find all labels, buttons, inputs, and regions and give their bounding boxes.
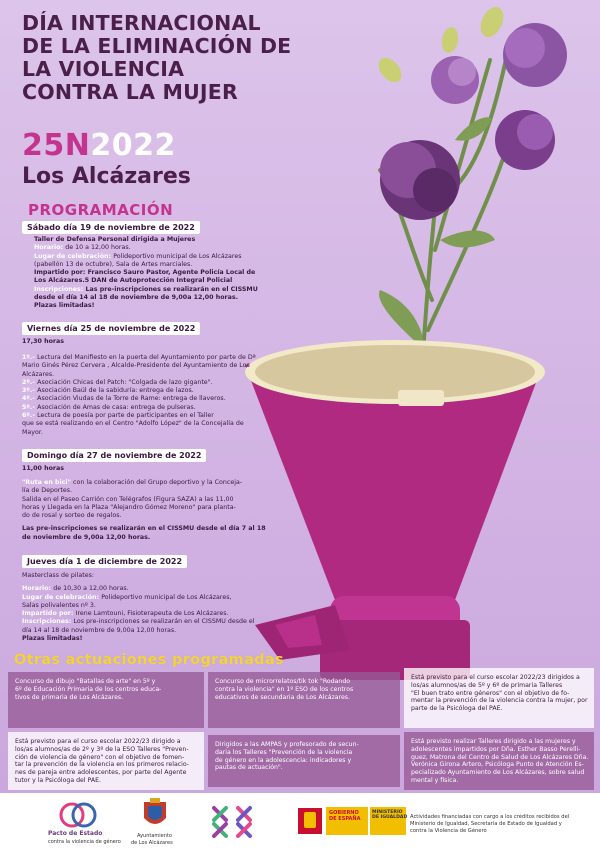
- program-line-text: Plazas limitadas!: [34, 302, 95, 310]
- program-line-text: día 14 al 18 de noviembre de 9,00a 12,00 horas.: [22, 626, 177, 634]
- card-line: Concurso de dibujo "Batallas de arte" en 5º y: [15, 678, 156, 685]
- program-line-text: Mayor.: [22, 428, 43, 436]
- title-line-2: DE LA ELIMINACIÓN DE: [22, 34, 292, 58]
- funding-note: [410, 814, 569, 835]
- ayto-label-2: de Los Alcázares: [131, 840, 173, 846]
- program-line: [22, 504, 266, 512]
- card-line: educativos de secundaria de Los Alcázares.: [215, 693, 350, 701]
- tag-25n: 25N: [22, 128, 91, 163]
- card-line: Dirigidos a las AMPAS y profesorado de secun-: [215, 741, 359, 748]
- program-line-text: Las pre-inscripciones se realizarán en el CISSMU: [85, 285, 258, 293]
- funding-note-line-3: contra la Violencia de Género: [410, 828, 487, 834]
- card-line: Verónica Girona Artero, Psicóloga Punto de Atención Es-: [411, 761, 584, 769]
- program-line-text: horas y Llegada en la Plaza "Alejandro Gómez Moreno" para planta-: [22, 503, 236, 511]
- program-line: [34, 294, 258, 302]
- pacto-de-estado-logo: [58, 800, 102, 830]
- card-line: nes de pareja entre adolescentes, por parte del Agente: [15, 769, 187, 777]
- program-line-lead: Horario:: [34, 244, 66, 252]
- friday-details: [22, 354, 256, 437]
- card-buen-trato: [404, 668, 594, 728]
- gobierno-espana-box: [326, 807, 368, 835]
- program-line-text: Asociación de Amas de casa: entrega de pulseras.: [37, 403, 196, 411]
- ayuntamiento-coat-of-arms-icon: [140, 798, 170, 832]
- card-line: pecializado Ayuntamiento de Los Alcázares, sobre salud: [411, 769, 585, 777]
- program-line-text: Polideportivo municipal de Los Alcázares,: [101, 593, 232, 601]
- program-line: [22, 618, 255, 626]
- title-line-4: CONTRA LA MUJER: [22, 80, 238, 104]
- card-line: Concurso de microrrelatos/tik tok "Rodando: [215, 678, 351, 685]
- pacto-sub: contra la violencia de género: [48, 839, 121, 845]
- date-sunday: Domingo día 27 de noviembre de 2022: [22, 449, 206, 462]
- program-line-lead: "Ruta en bici": [22, 479, 74, 486]
- otras-actuaciones-heading: Otras actuaciones programadas: [14, 652, 284, 668]
- title-line-1: DÍA INTERNACIONAL: [22, 11, 261, 35]
- program-line: [22, 420, 256, 428]
- program-line: [34, 236, 258, 244]
- card-line: "El buen trato entre géneros" con el objetivo de fo-: [411, 689, 570, 697]
- program-line-lead: 3º.-: [22, 387, 38, 395]
- program-line-lead: Inscripciones:: [22, 618, 74, 626]
- program-line-text: lía de Deportes.: [22, 487, 73, 495]
- card-line: parte de la Psicóloga del PAE.: [411, 705, 503, 713]
- program-line: [22, 572, 255, 580]
- card-line: ción de violencia de género" con el objetivo de fomen-: [15, 753, 185, 761]
- card-line: tar la prevención de la violencia en los primeros relacio-: [15, 761, 189, 769]
- card-line: adolescentes impartidos por Dña. Esther Basso Perelli-: [411, 745, 581, 753]
- program-line-text: de noviembre de 9,00a 12,00 horas.: [22, 533, 151, 541]
- card-line: mental y física.: [411, 776, 459, 784]
- date-thursday: Jueves día 1 de diciembre de 2022: [22, 555, 187, 568]
- card-line: los/as alumnos/as de 5º y 6º de primaria Talleres: [411, 681, 563, 689]
- sunday-details: [22, 479, 266, 542]
- program-line-lead: 5º.-: [22, 403, 38, 411]
- program-line-text: Alcázares.: [22, 370, 55, 378]
- card-prevencion-eso: [8, 732, 204, 790]
- program-line-text: Impartido por: Francisco Sauro Pastor, Agente Policía Local de: [34, 269, 256, 277]
- program-line-text: de 10 a 12,00 horas.: [65, 244, 131, 252]
- card-concurso-dibujo: [8, 672, 204, 728]
- funding-note-line-2: Ministerio de Igualdad, Secretaría de Estado de Igualdad y: [410, 821, 562, 827]
- card-line: Está previsto realizar Talleres dirigido a las mujeres y: [411, 738, 576, 745]
- date-friday: Viernes día 25 de noviembre de 2022: [22, 322, 200, 335]
- punto-violeta-logo: [208, 800, 264, 840]
- program-line: [22, 395, 256, 403]
- spain-shield-icon: [304, 812, 316, 828]
- program-line-text: Asociación Baúl de la sabiduría: entrega de lazos.: [37, 387, 194, 395]
- card-line: de género en la adolescencia: indicadores y: [215, 756, 352, 764]
- friday-time: 17,30 horas: [22, 338, 65, 345]
- program-line: [34, 302, 258, 310]
- program-line-text: Lectura del Manifiesto en la puerta del Ayuntamiento por parte de Dª: [37, 354, 256, 361]
- program-line-text: Lectura de poesía por parte de participantes en el Taller: [37, 412, 214, 420]
- town-name: Los Alcázares: [22, 164, 191, 189]
- program-line-text: Mario Ginés Pérez Cervera , Alcalde-Presidente del Ayuntamiento de Los: [22, 362, 250, 370]
- card-line: tivos de primaria de Los Alcázares.: [15, 693, 124, 701]
- ministerio-box: [370, 807, 406, 835]
- card-line: 6º de Educación Primaria de los centros educa-: [15, 685, 162, 693]
- program-line-text: de 10,30 a 12,00 horas.: [53, 585, 129, 593]
- title-line-3: LA VIOLENCIA: [22, 57, 185, 81]
- card-ampas: [208, 735, 400, 787]
- program-line-lead: 4º.-: [22, 395, 38, 403]
- program-line: [22, 627, 255, 635]
- card-line: Está previsto para el curso escolar 2022/23 dirigidos a: [411, 674, 580, 681]
- program-line-text: Los Alcázares.5 DAN de Autoprotección Integral Policial: [34, 277, 233, 285]
- program-line-text: Polideportivo municipal de Los Alcázares: [113, 252, 242, 260]
- min-label-2: DE IGUALDAD: [372, 815, 408, 820]
- program-line: [22, 585, 255, 593]
- card-line: daria los Talleres "Prevención de la violencia: [215, 748, 353, 756]
- program-line: [22, 534, 266, 542]
- date-saturday: Sábado día 19 de noviembre de 2022: [22, 221, 200, 234]
- program-line: [22, 487, 266, 495]
- megaphone: [245, 340, 545, 680]
- program-line-text: Plazas limitadas!: [22, 635, 83, 643]
- card-talleres-mujeres: [404, 732, 594, 790]
- program-line-lead: 6º.-: [22, 412, 38, 420]
- program-line: [22, 429, 256, 437]
- program-line-lead: 2º.-: [22, 378, 38, 386]
- event-tag: [22, 128, 176, 163]
- program-line-text: desde el día 14 al 18 de noviembre de 9,00a 12,00 horas.: [34, 294, 239, 302]
- program-line: [34, 286, 258, 294]
- program-line-lead: Inscripciones:: [34, 285, 86, 293]
- programacion-heading: PROGRAMACIÓN: [28, 201, 174, 219]
- program-line-lead: Lugar de celebración:: [22, 593, 102, 601]
- card-line: pautas de actuación".: [215, 764, 283, 772]
- program-line-text: Asociación Chicas del Patch: "Colgada de lazo gigante".: [37, 378, 213, 386]
- thursday-details: [22, 572, 255, 643]
- program-line-text: que se está realizando en el Centro "Adolfo López" de la Concejalía de: [22, 420, 244, 428]
- program-line: [34, 277, 258, 285]
- program-line-lead: Horario:: [22, 585, 54, 593]
- program-line: [22, 404, 256, 412]
- card-line: contra la violencia" en 1º ESO de los centros: [215, 685, 354, 693]
- program-line-text: Taller de Defensa Personal dirigida a Mujeres: [34, 236, 196, 243]
- program-line-text: Masterclass de pilates:: [22, 572, 94, 579]
- program-line-lead: Lugar de celebración:: [34, 252, 114, 260]
- tag-year: 2022: [90, 128, 176, 163]
- card-line: guez, Matrona del Centro de Salud de Los Alcázares Dña.: [411, 753, 589, 761]
- program-line: [22, 525, 266, 533]
- sunday-time: 11,00 horas: [22, 465, 65, 472]
- program-line: [22, 594, 255, 602]
- card-line: tutor y la Psicóloga del PAE.: [15, 776, 101, 784]
- gov-label-1: GOBIERNO: [329, 810, 359, 816]
- program-line-text: Irene Lamtouni, Fisioterapeuta de Los Alcázares.: [75, 610, 229, 618]
- program-line: [22, 362, 256, 370]
- program-line: [22, 496, 266, 504]
- program-line-lead: Impartido por:: [22, 610, 76, 618]
- program-line-text: Los pre-inscripciones se realizarán en el CISSMU desde el: [73, 618, 255, 626]
- program-line-text: Las pre-inscripciones se realizarán en el CISSMU desde el día 7 al 18: [22, 525, 266, 533]
- program-line: [22, 512, 266, 520]
- program-line-lead: 1º.-: [22, 354, 38, 361]
- program-line: [34, 244, 258, 252]
- card-microrrelatos: [208, 672, 400, 728]
- card-line: los/as alumnos/as de 2º y 3º de la ESO Talleres "Preven-: [15, 745, 189, 753]
- program-line: [22, 379, 256, 387]
- pacto-label: Pacto de Estado: [48, 830, 103, 837]
- program-line: [34, 261, 258, 269]
- saturday-details: [34, 236, 258, 311]
- program-line: [22, 371, 256, 379]
- program-line-text: (pabellón 13 de octubre), Sala de Artes marciales.: [34, 260, 193, 268]
- funding-note-line-1: Actividades financiadas con cargo a los créditos recibidos del: [410, 814, 570, 820]
- program-line-text: Salida en el Paseo Carrión con Telégrafos (Figura SAZA) a las 11,00: [22, 495, 234, 503]
- ayto-label-1: Ayuntamiento: [137, 833, 172, 839]
- program-line-text: Salas polivalentes nº 3.: [22, 601, 96, 609]
- card-line: mentar la prevención de la violencia contra la mujer, por: [411, 697, 588, 705]
- min-label-1: MINISTERIO: [372, 810, 403, 815]
- gov-label-2: DE ESPAÑA: [329, 816, 361, 822]
- program-line-text: do de rosal y sorteo de regalos.: [22, 512, 122, 520]
- program-line: [34, 253, 258, 261]
- card-line: Está previsto para el curso escolar 2022/23 dirigido a: [15, 738, 181, 745]
- main-title: [22, 12, 352, 104]
- program-line: [22, 602, 255, 610]
- program-line: [22, 635, 255, 643]
- program-line-text: con la colaboración del Grupo deportivo y la Conceja-: [73, 479, 243, 486]
- program-line-text: Asociación Viudas de la Torre de Rame: entrega de llaveros.: [37, 395, 226, 403]
